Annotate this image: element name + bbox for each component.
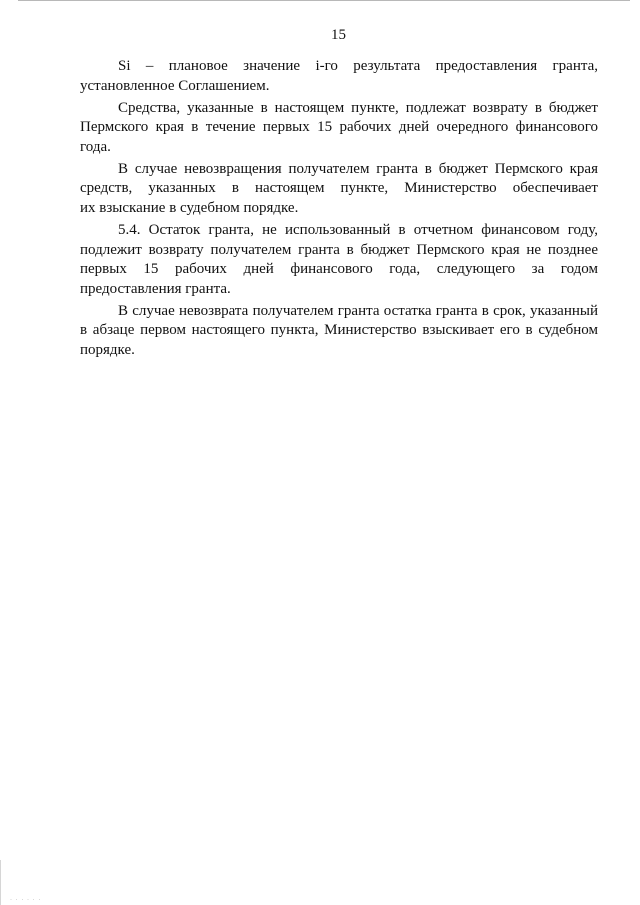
paragraph-5-4-grant-balance <box>80 221 598 299</box>
paragraph-non-return-recovery <box>80 160 598 219</box>
text-line: 5.4. Остаток гранта, не использованный в отчетном финансовом году, <box>118 221 598 238</box>
scan-artifact-dots: · · · · · · <box>10 897 42 903</box>
text-line: Средства, указанные в настоящем пункте, подлежат возврату в бюджет <box>118 99 598 116</box>
text-line: подлежит возврату получателем гранта в бюджет Пермского края не позднее <box>80 241 598 258</box>
text-line: порядке. <box>80 341 135 358</box>
paragraph-si-definition <box>80 57 598 96</box>
page-number: 15 <box>331 27 346 43</box>
text-line: их взыскание в судебном порядке. <box>80 199 299 216</box>
paragraph-balance-recovery <box>80 302 598 361</box>
text-line: В случае невозврата получателем гранта остатка гранта в срок, указанный <box>118 302 598 319</box>
text-line: установленное Соглашением. <box>80 77 270 94</box>
document-body <box>80 57 598 363</box>
text-line: предоставления гранта. <box>80 280 231 297</box>
scan-left-edge <box>0 860 1 905</box>
text-line: года. <box>80 138 111 155</box>
text-line: Пермского края в течение первых 15 рабочих дней очередного финансового <box>80 119 598 136</box>
text-line: в абзаце первом настоящего пункта, Министерство взыскивает его в судебном <box>80 322 598 339</box>
paragraph-refund-funds <box>80 99 598 158</box>
text-line: В случае невозвращения получателем гранта в бюджет Пермского края <box>118 160 598 177</box>
scan-top-edge <box>18 0 630 1</box>
text-line: первых 15 рабочих дней финансового года, следующего за годом <box>80 261 598 278</box>
text-line: средств, указанных в настоящем пункте, Министерство обеспечивает <box>80 180 598 197</box>
text-line: Si – плановое значение i-го результата предоставления гранта, <box>118 58 598 74</box>
